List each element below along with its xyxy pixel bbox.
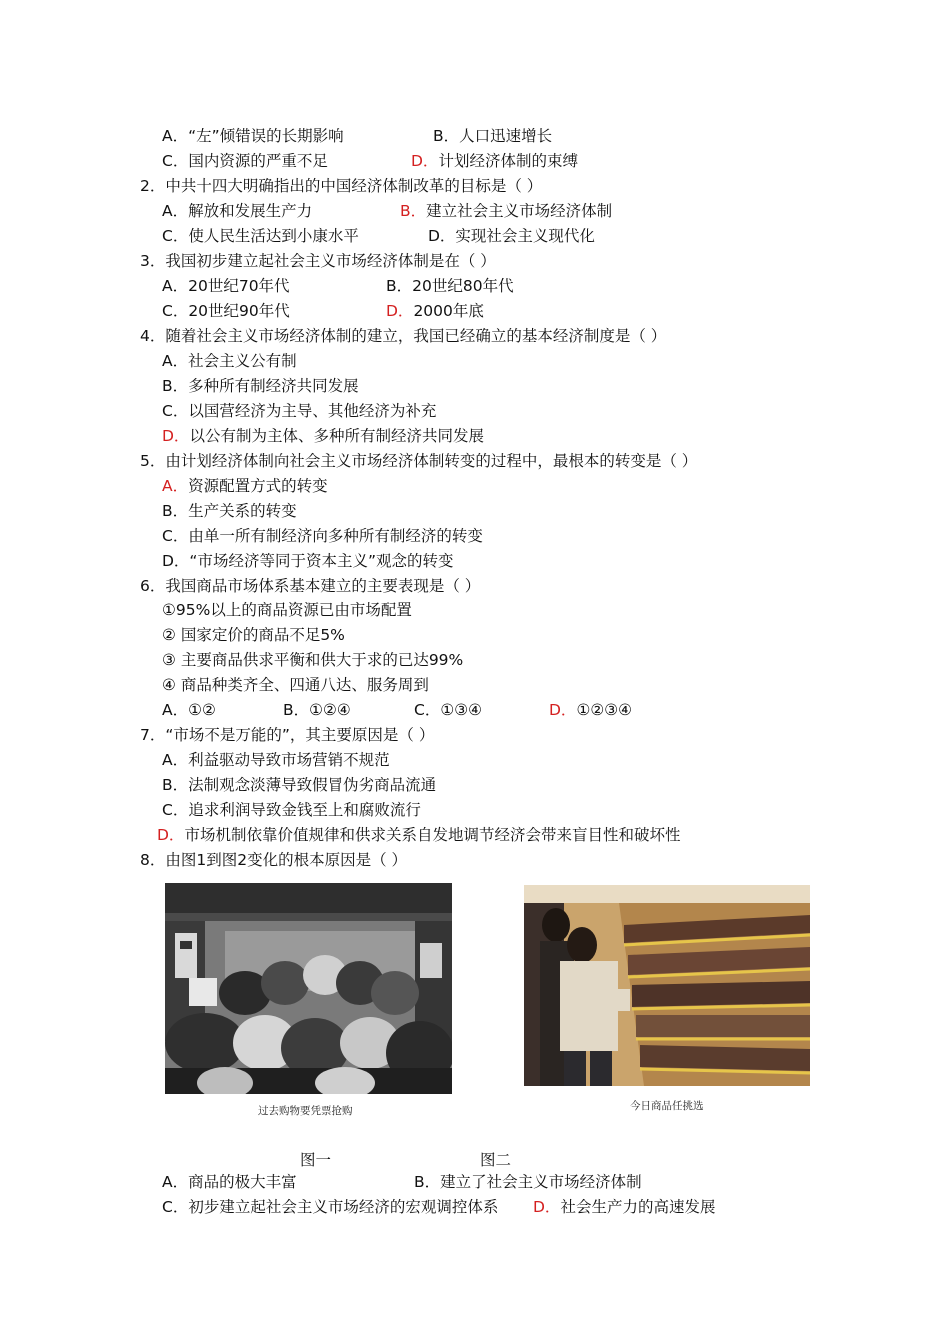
q8-stem: 8．由图1到图2变化的根本原因是（ ） (140, 851, 408, 869)
q5-option-d: D．“市场经济等同于资本主义”观念的转变 (162, 552, 454, 570)
option-text: 以公有制为主体、多种所有制经济共同发展 (189, 427, 484, 445)
q6-item-3: ③ 主要商品供求平衡和供大于求的已达99% (162, 651, 464, 669)
q3-option-a: A．20世纪70年代 (162, 277, 290, 295)
q6-option-c: C．①③④ (414, 701, 483, 719)
q5-option-b: B．生产关系的转变 (162, 502, 297, 520)
q2-option-b (400, 201, 612, 221)
answer-letter: B． (400, 202, 427, 220)
q6-option-b: B．①②④ (283, 701, 351, 719)
option-text: 计划经济体制的束缚 (438, 152, 578, 170)
q7-option-a: A．利益驱动导致市场营销不规范 (162, 751, 390, 769)
q1-option-b: B．人口迅速增长 (433, 127, 553, 145)
q1-option-d (411, 151, 578, 171)
q4-option-b: B．多种所有制经济共同发展 (162, 377, 359, 395)
q8-option-b: B．建立了社会主义市场经济体制 (414, 1173, 642, 1191)
supermarket-photo-illustration (524, 885, 810, 1086)
option-text: 资源配置方式的转变 (188, 477, 328, 495)
q2-option-c: C．使人民生活达到小康水平 (162, 227, 359, 245)
answer-letter: D． (157, 826, 185, 844)
q8-option-c: C．初步建立起社会主义市场经济的宏观调控体系 (162, 1198, 499, 1216)
figure-1-label: 图一 (300, 1151, 332, 1169)
q6-option-a: A．①② (162, 701, 216, 719)
q7-option-d (157, 825, 680, 845)
q8-option-a: A．商品的极大丰富 (162, 1173, 297, 1191)
q3-option-d (386, 301, 484, 321)
q6-item-2: ② 国家定价的商品不足5% (162, 626, 345, 644)
crowd-photo-illustration (165, 883, 452, 1094)
q2-option-d: D．实现社会主义现代化 (428, 227, 595, 245)
option-text: 市场机制依靠价值规律和供求关系自发地调节经济会带来盲目性和破坏性 (184, 826, 681, 844)
q1-option-c: C．国内资源的严重不足 (162, 152, 328, 170)
answer-letter: A． (162, 477, 189, 495)
q4-option-c: C．以国营经济为主导、其他经济为补充 (162, 402, 437, 420)
q4-option-d (162, 426, 484, 446)
q2-option-a: A．解放和发展生产力 (162, 202, 313, 220)
q4-stem: 4．随着社会主义市场经济体制的建立，我国已经确立的基本经济制度是（ ） (140, 327, 667, 345)
q3-option-b: B．20世纪80年代 (386, 277, 514, 295)
q8-option-d (533, 1197, 715, 1217)
q2-stem: 2．中共十四大明确指出的中国经济体制改革的目标是（ ） (140, 177, 543, 195)
answer-letter: D． (533, 1198, 561, 1216)
q1-option-a: A．“左”倾错误的长期影响 (162, 127, 344, 145)
q3-option-c: C．20世纪90年代 (162, 302, 290, 320)
q6-stem: 6．我国商品市场体系基本建立的主要表现是（ ） (140, 577, 481, 595)
photo-today-shopping (524, 885, 810, 1086)
option-text: 2000年底 (413, 302, 484, 320)
answer-letter: D． (386, 302, 414, 320)
option-text: 建立社会主义市场经济体制 (426, 202, 613, 220)
q7-option-c: C．追求利润导致金钱至上和腐败流行 (162, 801, 421, 819)
q7-option-b: B．法制观念淡薄导致假冒伪劣商品流通 (162, 776, 437, 794)
q4-option-a: A．社会主义公有制 (162, 352, 297, 370)
q5-option-c: C．由单一所有制经济向多种所有制经济的转变 (162, 527, 483, 545)
q3-stem: 3．我国初步建立起社会主义市场经济体制是在（ ） (140, 252, 496, 270)
photo2-caption: 今日商品任挑选 (630, 1100, 704, 1112)
option-text: ①②③④ (576, 701, 633, 719)
photo-past-shopping (165, 883, 452, 1094)
q5-option-a (162, 476, 328, 496)
q7-stem: 7．“市场不是万能的”，其主要原因是（ ） (140, 726, 435, 744)
answer-letter: D． (549, 701, 577, 719)
option-text: 社会生产力的高速发展 (560, 1198, 716, 1216)
q6-item-1: ①95%以上的商品资源已由市场配置 (162, 601, 412, 619)
answer-letter: D． (162, 427, 190, 445)
figure-2-label: 图二 (480, 1151, 512, 1169)
q6-item-4: ④ 商品种类齐全、四通八达、服务周到 (162, 676, 429, 694)
q6-option-d (549, 700, 632, 720)
answer-letter: D． (411, 152, 439, 170)
photo1-caption: 过去购物要凭票抢购 (258, 1105, 353, 1117)
q5-stem: 5．由计划经济体制向社会主义市场经济体制转变的过程中，最根本的转变是（ ） (140, 452, 698, 470)
